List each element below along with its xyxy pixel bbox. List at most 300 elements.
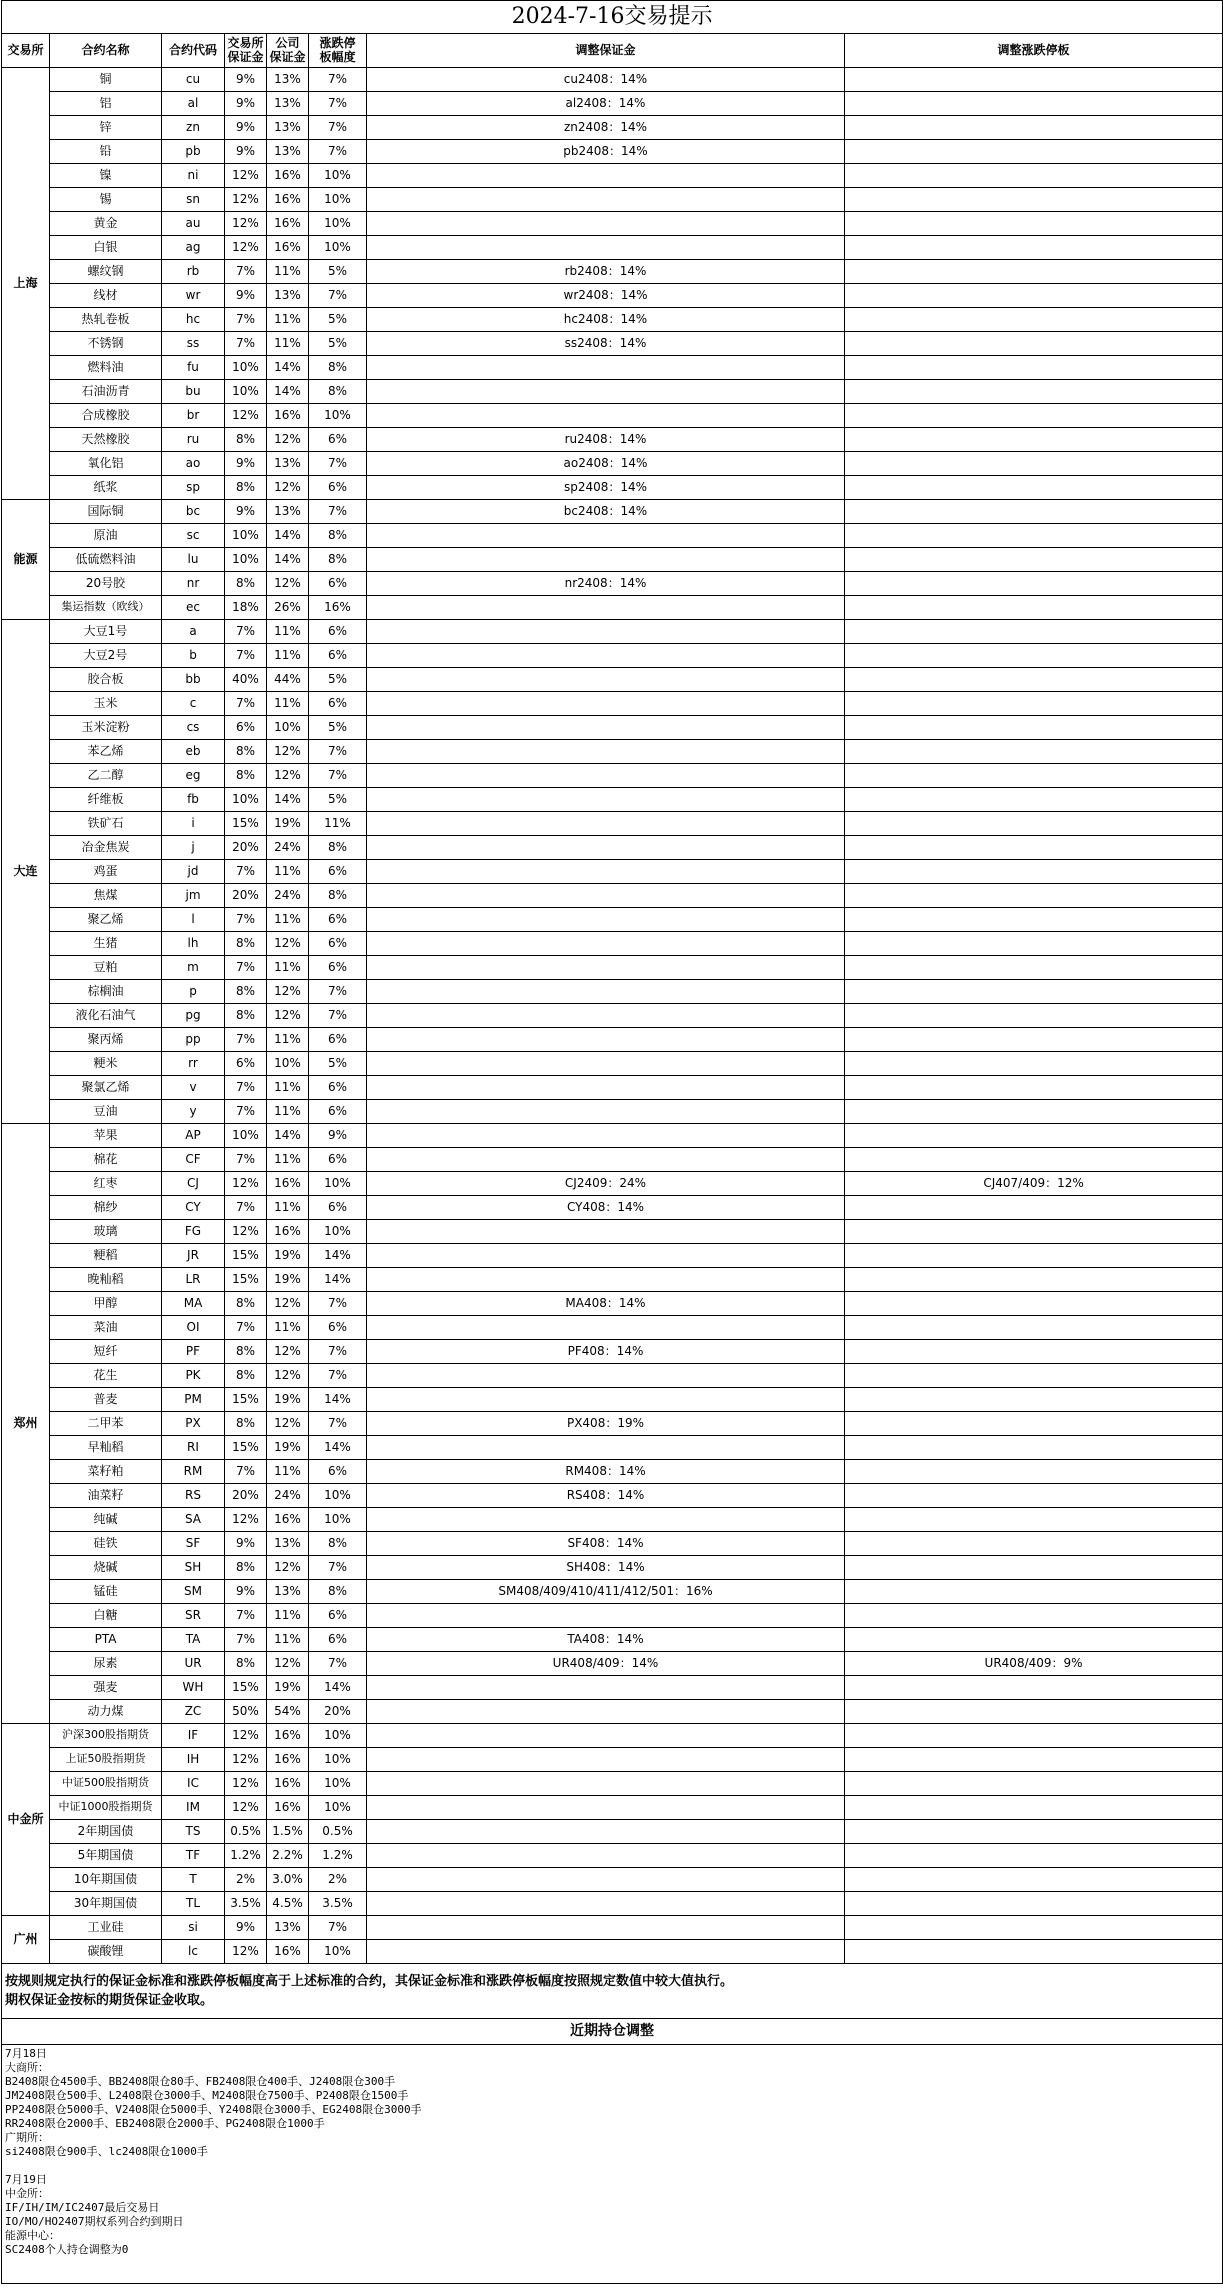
contract-code-cell: RS (162, 1484, 225, 1508)
limit-cell: 6% (309, 572, 367, 596)
adjust-limit-cell (845, 956, 1223, 980)
company-margin-cell: 11% (267, 1604, 309, 1628)
table-row (2, 1412, 1223, 1436)
recent-line: 中金所： (5, 2187, 49, 2200)
contract-name-cell: 30年期国债 (50, 1892, 162, 1916)
contract-name-cell: 2年期国债 (50, 1820, 162, 1844)
contract-name-cell: 铁矿石 (50, 812, 162, 836)
company-margin-cell: 2.2% (267, 1844, 309, 1868)
contract-code-cell: WH (162, 1676, 225, 1700)
table-row (2, 1940, 1223, 1964)
exchange-margin-cell: 1.2% (225, 1844, 267, 1868)
header-limit (309, 34, 367, 68)
exchange-margin-cell: 12% (225, 1508, 267, 1532)
contract-code-cell: al (162, 92, 225, 116)
exchange-margin-cell: 15% (225, 1268, 267, 1292)
adjust-limit-cell (845, 1028, 1223, 1052)
company-margin-cell: 12% (267, 740, 309, 764)
limit-cell: 6% (309, 620, 367, 644)
table-row (2, 548, 1223, 572)
adjust-margin-cell: PF408：14% (367, 1340, 845, 1364)
limit-cell: 7% (309, 68, 367, 92)
adjust-limit-cell (845, 116, 1223, 140)
adjust-limit-cell (845, 1940, 1223, 1964)
adjust-margin-cell: SF408：14% (367, 1532, 845, 1556)
company-margin-cell: 11% (267, 1148, 309, 1172)
limit-cell: 7% (309, 500, 367, 524)
adjust-margin-cell (367, 596, 845, 620)
table-row (2, 764, 1223, 788)
adjust-limit-cell (845, 236, 1223, 260)
adjust-margin-cell (367, 1700, 845, 1724)
contract-code-cell: cs (162, 716, 225, 740)
contract-code-cell: RI (162, 1436, 225, 1460)
contract-code-cell: b (162, 644, 225, 668)
adjust-margin-cell (367, 884, 845, 908)
contract-code-cell: SA (162, 1508, 225, 1532)
adjust-margin-cell: MA408：14% (367, 1292, 845, 1316)
company-margin-cell: 12% (267, 1292, 309, 1316)
limit-cell: 10% (309, 188, 367, 212)
company-margin-cell: 12% (267, 932, 309, 956)
limit-cell: 10% (309, 1220, 367, 1244)
company-margin-cell: 13% (267, 116, 309, 140)
table-row (2, 140, 1223, 164)
exchange-margin-cell: 12% (225, 188, 267, 212)
limit-cell: 7% (309, 116, 367, 140)
limit-cell: 14% (309, 1436, 367, 1460)
header-company-margin-line2: 保证金 (269, 49, 306, 64)
contract-name-cell: 铜 (50, 68, 162, 92)
company-margin-cell: 14% (267, 788, 309, 812)
exchange-margin-cell: 9% (225, 1580, 267, 1604)
adjust-limit-cell (845, 1268, 1223, 1292)
table-row (2, 1124, 1223, 1148)
contract-code-cell: TL (162, 1892, 225, 1916)
adjust-limit-cell (845, 1556, 1223, 1580)
adjust-margin-cell (367, 1820, 845, 1844)
adjust-limit-cell (845, 788, 1223, 812)
adjust-margin-cell (367, 956, 845, 980)
adjust-margin-cell: SM408/409/410/411/412/501：16% (367, 1580, 845, 1604)
table-row (2, 476, 1223, 500)
company-margin-cell: 16% (267, 164, 309, 188)
contract-code-cell: pp (162, 1028, 225, 1052)
adjust-margin-cell (367, 908, 845, 932)
exchange-margin-cell: 7% (225, 260, 267, 284)
limit-cell: 7% (309, 1340, 367, 1364)
table-row (2, 980, 1223, 1004)
contract-name-cell: 焦煤 (50, 884, 162, 908)
adjust-margin-cell: wr2408：14% (367, 284, 845, 308)
contract-code-cell: LR (162, 1268, 225, 1292)
contract-code-cell: j (162, 836, 225, 860)
contract-name-cell: 甲醇 (50, 1292, 162, 1316)
exchange-name: 能源 (2, 500, 50, 620)
company-margin-cell: 11% (267, 260, 309, 284)
exchange-margin-cell: 9% (225, 452, 267, 476)
company-margin-cell: 12% (267, 1004, 309, 1028)
table-row (2, 1172, 1223, 1196)
limit-cell: 7% (309, 1292, 367, 1316)
adjust-margin-cell: TA408：14% (367, 1628, 845, 1652)
adjust-limit-cell (845, 1412, 1223, 1436)
contract-code-cell: SH (162, 1556, 225, 1580)
recent-line: 7月19日 (5, 2173, 47, 2186)
exchange-margin-cell: 6% (225, 1052, 267, 1076)
company-margin-cell: 10% (267, 1052, 309, 1076)
company-margin-cell: 16% (267, 1772, 309, 1796)
contract-name-cell: 鸡蛋 (50, 860, 162, 884)
contract-name-cell: 低硫燃料油 (50, 548, 162, 572)
company-margin-cell: 11% (267, 692, 309, 716)
contract-name-cell: 普麦 (50, 1388, 162, 1412)
adjust-limit-cell (845, 1676, 1223, 1700)
adjust-limit-cell (845, 1196, 1223, 1220)
limit-cell: 6% (309, 908, 367, 932)
limit-cell: 6% (309, 1148, 367, 1172)
adjust-margin-cell: nr2408：14% (367, 572, 845, 596)
limit-cell: 10% (309, 212, 367, 236)
adjust-limit-cell (845, 812, 1223, 836)
contract-code-cell: fb (162, 788, 225, 812)
contract-code-cell: ao (162, 452, 225, 476)
adjust-margin-cell (367, 692, 845, 716)
contract-name-cell: 铅 (50, 140, 162, 164)
table-row (2, 1508, 1223, 1532)
contract-name-cell: 10年期国债 (50, 1868, 162, 1892)
table-row (2, 1844, 1223, 1868)
company-margin-cell: 26% (267, 596, 309, 620)
contract-code-cell: TF (162, 1844, 225, 1868)
company-margin-cell: 13% (267, 1580, 309, 1604)
table-row (2, 1028, 1223, 1052)
contract-name-cell: 纯碱 (50, 1508, 162, 1532)
table-row (2, 1196, 1223, 1220)
contract-code-cell: ag (162, 236, 225, 260)
exchange-margin-cell: 15% (225, 812, 267, 836)
limit-cell: 7% (309, 764, 367, 788)
adjust-limit-cell (845, 1436, 1223, 1460)
adjust-limit-cell (845, 1868, 1223, 1892)
limit-cell: 7% (309, 1916, 367, 1940)
contract-code-cell: PX (162, 1412, 225, 1436)
table-row (2, 1724, 1223, 1748)
adjust-limit-cell (845, 1532, 1223, 1556)
limit-cell: 5% (309, 1052, 367, 1076)
contract-code-cell: jd (162, 860, 225, 884)
adjust-margin-cell (367, 644, 845, 668)
company-margin-cell: 14% (267, 548, 309, 572)
exchange-margin-cell: 8% (225, 980, 267, 1004)
limit-cell: 5% (309, 668, 367, 692)
table-row (2, 1892, 1223, 1916)
exchange-margin-cell: 8% (225, 1556, 267, 1580)
adjust-limit-cell (845, 212, 1223, 236)
company-margin-cell: 16% (267, 1724, 309, 1748)
adjust-limit-cell (845, 500, 1223, 524)
adjust-margin-cell (367, 1916, 845, 1940)
adjust-margin-cell: SH408：14% (367, 1556, 845, 1580)
contract-name-cell: 5年期国债 (50, 1844, 162, 1868)
adjust-margin-cell: rb2408：14% (367, 260, 845, 284)
table-row (2, 1772, 1223, 1796)
contract-name-cell: 聚氯乙烯 (50, 1076, 162, 1100)
contract-name-cell: 菜油 (50, 1316, 162, 1340)
company-margin-cell: 16% (267, 1748, 309, 1772)
adjust-limit-cell (845, 716, 1223, 740)
contract-name-cell: 中证500股指期货 (50, 1772, 162, 1796)
adjust-margin-cell (367, 1364, 845, 1388)
contract-name-cell: 纤维板 (50, 788, 162, 812)
contract-name-cell: 粳稻 (50, 1244, 162, 1268)
limit-cell: 6% (309, 932, 367, 956)
contract-name-cell: 苹果 (50, 1124, 162, 1148)
exchange-margin-cell: 8% (225, 476, 267, 500)
contract-code-cell: OI (162, 1316, 225, 1340)
contract-code-cell: p (162, 980, 225, 1004)
table-row (2, 1316, 1223, 1340)
recent-line: 能源中心： (5, 2229, 60, 2242)
company-margin-cell: 13% (267, 1916, 309, 1940)
adjust-limit-cell (845, 1244, 1223, 1268)
exchange-margin-cell: 8% (225, 764, 267, 788)
company-margin-cell: 11% (267, 644, 309, 668)
exchange-margin-cell: 15% (225, 1436, 267, 1460)
limit-cell: 10% (309, 404, 367, 428)
adjust-limit-cell (845, 260, 1223, 284)
exchange-margin-cell: 8% (225, 1004, 267, 1028)
exchange-margin-cell: 6% (225, 716, 267, 740)
header-contract-name: 合约名称 (50, 34, 162, 68)
adjust-limit-cell (845, 1796, 1223, 1820)
adjust-margin-cell (367, 524, 845, 548)
contract-code-cell: fu (162, 356, 225, 380)
company-margin-cell: 16% (267, 404, 309, 428)
contract-code-cell: RM (162, 1460, 225, 1484)
limit-cell: 6% (309, 1196, 367, 1220)
table-row (2, 380, 1223, 404)
contract-code-cell: rr (162, 1052, 225, 1076)
limit-cell: 11% (309, 812, 367, 836)
adjust-margin-cell: ss2408：14% (367, 332, 845, 356)
company-margin-cell: 11% (267, 1076, 309, 1100)
contract-name-cell: 线材 (50, 284, 162, 308)
table-row (2, 1868, 1223, 1892)
table-row (2, 836, 1223, 860)
limit-cell: 9% (309, 1124, 367, 1148)
exchange-margin-cell: 9% (225, 116, 267, 140)
header-contract-code: 合约代码 (162, 34, 225, 68)
adjust-margin-cell (367, 1028, 845, 1052)
contract-code-cell: si (162, 1916, 225, 1940)
company-margin-cell: 16% (267, 188, 309, 212)
limit-cell: 5% (309, 788, 367, 812)
table-row (2, 740, 1223, 764)
contract-code-cell: pg (162, 1004, 225, 1028)
exchange-margin-cell: 7% (225, 308, 267, 332)
adjust-limit-cell (845, 452, 1223, 476)
adjust-margin-cell: CY408：14% (367, 1196, 845, 1220)
contract-name-cell: 生猪 (50, 932, 162, 956)
contract-code-cell: wr (162, 284, 225, 308)
company-margin-cell: 11% (267, 956, 309, 980)
adjust-limit-cell (845, 548, 1223, 572)
contract-code-cell: y (162, 1100, 225, 1124)
company-margin-cell: 12% (267, 428, 309, 452)
contract-name-cell: 红枣 (50, 1172, 162, 1196)
adjust-limit-cell (845, 1340, 1223, 1364)
table-row (2, 716, 1223, 740)
exchange-margin-cell: 15% (225, 1676, 267, 1700)
adjust-limit-cell (845, 620, 1223, 644)
adjust-margin-cell (367, 1748, 845, 1772)
adjust-limit-cell (845, 1004, 1223, 1028)
contract-name-cell: 天然橡胶 (50, 428, 162, 452)
contract-code-cell: T (162, 1868, 225, 1892)
table-row (2, 1244, 1223, 1268)
exchange-margin-cell: 7% (225, 1100, 267, 1124)
exchange-margin-cell: 12% (225, 164, 267, 188)
company-margin-cell: 13% (267, 68, 309, 92)
adjust-margin-cell (367, 1124, 845, 1148)
exchange-margin-cell: 7% (225, 1196, 267, 1220)
header-exchange-margin (225, 34, 267, 68)
header-exchange-margin-line2: 保证金 (227, 49, 264, 64)
contract-code-cell: ss (162, 332, 225, 356)
table-row (2, 116, 1223, 140)
adjust-margin-cell: cu2408：14% (367, 68, 845, 92)
adjust-limit-cell (845, 1604, 1223, 1628)
exchange-margin-cell: 9% (225, 92, 267, 116)
exchange-margin-cell: 20% (225, 884, 267, 908)
contract-code-cell: sc (162, 524, 225, 548)
company-margin-cell: 16% (267, 212, 309, 236)
contract-code-cell: m (162, 956, 225, 980)
contract-code-cell: bc (162, 500, 225, 524)
table-row (2, 68, 1223, 92)
table-row (2, 1148, 1223, 1172)
contract-name-cell: 20号胶 (50, 572, 162, 596)
exchange-margin-cell: 9% (225, 1532, 267, 1556)
company-margin-cell: 11% (267, 1196, 309, 1220)
limit-cell: 6% (309, 1100, 367, 1124)
contract-name-cell: 豆油 (50, 1100, 162, 1124)
exchange-margin-cell: 9% (225, 284, 267, 308)
contract-code-cell: SR (162, 1604, 225, 1628)
exchange-margin-cell: 8% (225, 932, 267, 956)
company-margin-cell: 12% (267, 980, 309, 1004)
adjust-limit-cell (845, 1364, 1223, 1388)
exchange-name: 大连 (2, 620, 50, 1124)
adjust-margin-cell (367, 356, 845, 380)
company-margin-cell: 11% (267, 1628, 309, 1652)
recent-line: PP2408限仓5000手、V2408限仓5000手、Y2408限仓3000手、EG2408限仓3000手 (5, 2103, 422, 2116)
company-margin-cell: 12% (267, 1652, 309, 1676)
table-row (2, 332, 1223, 356)
adjust-margin-cell (367, 1220, 845, 1244)
contract-code-cell: CJ (162, 1172, 225, 1196)
table-row (2, 236, 1223, 260)
contract-code-cell: l (162, 908, 225, 932)
exchange-margin-cell: 7% (225, 956, 267, 980)
adjust-margin-cell (367, 1676, 845, 1700)
limit-cell: 8% (309, 356, 367, 380)
limit-cell: 7% (309, 452, 367, 476)
limit-cell: 6% (309, 1604, 367, 1628)
contract-code-cell: IF (162, 1724, 225, 1748)
table-row (2, 1676, 1223, 1700)
company-margin-cell: 19% (267, 1388, 309, 1412)
table-row (2, 932, 1223, 956)
adjust-limit-cell (845, 1508, 1223, 1532)
adjust-limit-cell (845, 764, 1223, 788)
adjust-margin-cell (367, 1388, 845, 1412)
contract-name-cell: 大豆1号 (50, 620, 162, 644)
exchange-margin-cell: 10% (225, 548, 267, 572)
contract-code-cell: br (162, 404, 225, 428)
table-row (2, 356, 1223, 380)
contract-code-cell: v (162, 1076, 225, 1100)
contract-code-cell: SM (162, 1580, 225, 1604)
exchange-margin-cell: 9% (225, 1916, 267, 1940)
adjust-margin-cell (367, 1316, 845, 1340)
exchange-margin-cell: 20% (225, 1484, 267, 1508)
exchange-margin-cell: 7% (225, 1628, 267, 1652)
limit-cell: 7% (309, 1412, 367, 1436)
recent-line: 广期所： (5, 2131, 49, 2144)
table-row (2, 164, 1223, 188)
contract-code-cell: PM (162, 1388, 225, 1412)
company-margin-cell: 13% (267, 92, 309, 116)
limit-cell: 14% (309, 1388, 367, 1412)
exchange-margin-cell: 8% (225, 1412, 267, 1436)
limit-cell: 7% (309, 1004, 367, 1028)
company-margin-cell: 13% (267, 452, 309, 476)
company-margin-cell: 14% (267, 356, 309, 380)
limit-cell: 10% (309, 164, 367, 188)
table-row (2, 1292, 1223, 1316)
adjust-margin-cell (367, 716, 845, 740)
limit-cell: 6% (309, 692, 367, 716)
adjust-margin-cell (367, 980, 845, 1004)
table-row (2, 1556, 1223, 1580)
limit-cell: 7% (309, 1364, 367, 1388)
exchange-name: 广州 (2, 1916, 50, 1964)
contract-name-cell: 早籼稻 (50, 1436, 162, 1460)
adjust-margin-cell: CJ2409：24% (367, 1172, 845, 1196)
contract-name-cell: 聚乙烯 (50, 908, 162, 932)
adjust-limit-cell (845, 1844, 1223, 1868)
table-row (2, 428, 1223, 452)
table-row (2, 1700, 1223, 1724)
adjust-margin-cell: hc2408：14% (367, 308, 845, 332)
company-margin-cell: 4.5% (267, 1892, 309, 1916)
contract-name-cell: 玉米淀粉 (50, 716, 162, 740)
adjust-limit-cell (845, 1724, 1223, 1748)
header-exchange-margin-line1: 交易所 (227, 35, 264, 50)
contract-name-cell: 热轧卷板 (50, 308, 162, 332)
adjust-margin-cell: RM408：14% (367, 1460, 845, 1484)
adjust-margin-cell (367, 1844, 845, 1868)
limit-cell: 7% (309, 92, 367, 116)
table-row (2, 500, 1223, 524)
rules-note: 按规则规定执行的保证金标准和涨跌停板幅度高于上述标准的合约，其保证金标准和涨跌停板幅度按照规定数值中较大值执行。 期权保证金按标的期货保证金收取。 (2, 1964, 1223, 2019)
adjust-margin-cell (367, 1604, 845, 1628)
adjust-margin-cell: bc2408：14% (367, 500, 845, 524)
contract-name-cell: 集运指数（欧线） (50, 596, 162, 620)
limit-cell: 8% (309, 836, 367, 860)
